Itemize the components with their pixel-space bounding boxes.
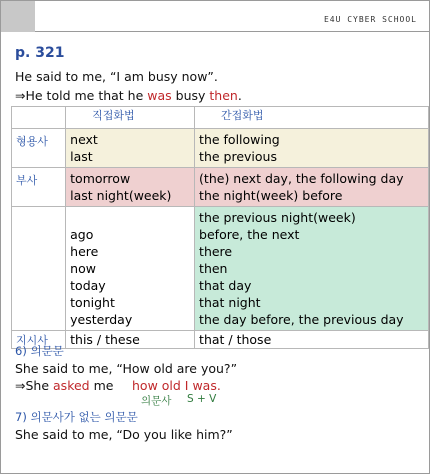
indirect-cell (195, 207, 429, 331)
direct-word: last night(week) (70, 188, 172, 203)
direct-word: now (70, 261, 96, 276)
speech-conversion-table (11, 106, 429, 349)
section6-clause: how old I was. (132, 378, 221, 393)
table-row (12, 331, 429, 349)
example1-text-pre: He told me that he (25, 88, 148, 103)
section6-title: 6) 의문문 (15, 344, 64, 358)
section6-me: me (89, 378, 114, 393)
section6-asked: asked (53, 378, 90, 393)
note-interrogative: 의문사 (141, 395, 172, 407)
indirect-word: the previous night(week) (199, 210, 356, 225)
section6-indirect (15, 378, 113, 393)
page-number: p. 321 (15, 45, 65, 61)
section7-direct: She said to me, “Do you like him?” (15, 427, 233, 442)
indirect-cell (195, 331, 429, 349)
table-header-indirect: 간접화법 (195, 107, 429, 129)
direct-word: last (70, 149, 93, 164)
indirect-word: that day (199, 278, 252, 293)
direct-word: here (70, 244, 99, 259)
indirect-word: (the) next day, the following day (199, 171, 404, 186)
row-category: 부사 (12, 168, 66, 207)
indirect-cell (195, 129, 429, 168)
table-row (12, 168, 429, 207)
section7-title: 7) 의문사가 없는 의문문 (15, 410, 138, 424)
indirect-word: before, the next (199, 227, 300, 242)
direct-word: tomorrow (70, 171, 131, 186)
example1-text-mid: busy (171, 88, 210, 103)
indirect-word: the previous (199, 149, 277, 164)
table-header-empty (12, 107, 66, 129)
direct-cell (66, 129, 195, 168)
arrow-icon: ⇒ (15, 378, 26, 393)
example1-indirect (15, 88, 242, 103)
direct-word: yesterday (70, 312, 133, 327)
table-row (12, 129, 429, 168)
direct-cell (66, 207, 195, 331)
direct-word: next (70, 132, 98, 147)
direct-word: this / these (70, 332, 140, 347)
row-category: 형용사 (12, 129, 66, 168)
indirect-word: then (199, 261, 228, 276)
header-gray-block (1, 1, 35, 32)
table-header-direct: 직접화법 (66, 107, 195, 129)
example1-was: was (147, 88, 172, 103)
example1-then: then (209, 88, 238, 103)
section6-text-pre: She (25, 378, 54, 393)
row-category (12, 207, 66, 331)
row-category: 지시사 (12, 331, 66, 349)
example1-direct: He said to me, “I am busy now”. (15, 69, 218, 84)
direct-word: tonight (70, 295, 115, 310)
indirect-word: there (199, 244, 233, 259)
direct-word (70, 209, 190, 226)
indirect-word: that night (199, 295, 261, 310)
direct-cell (66, 331, 195, 349)
indirect-word: that / those (199, 332, 272, 347)
header-divider (35, 31, 429, 32)
indirect-cell (195, 168, 429, 207)
brand-label: E4U CYBER SCHOOL (323, 15, 417, 24)
table-row (12, 207, 429, 331)
table-header-row (12, 107, 429, 129)
indirect-word: the day before, the previous day (199, 312, 404, 327)
indirect-word: the night(week) before (199, 188, 343, 203)
section6-direct: She said to me, “How old are you?” (15, 361, 238, 376)
direct-word: today (70, 278, 106, 293)
direct-word: ago (70, 227, 94, 242)
note-subject-verb: S + V (187, 393, 217, 405)
indirect-word: the following (199, 132, 280, 147)
example1-period: . (237, 88, 242, 103)
direct-cell (66, 168, 195, 207)
arrow-icon: ⇒ (15, 88, 26, 103)
